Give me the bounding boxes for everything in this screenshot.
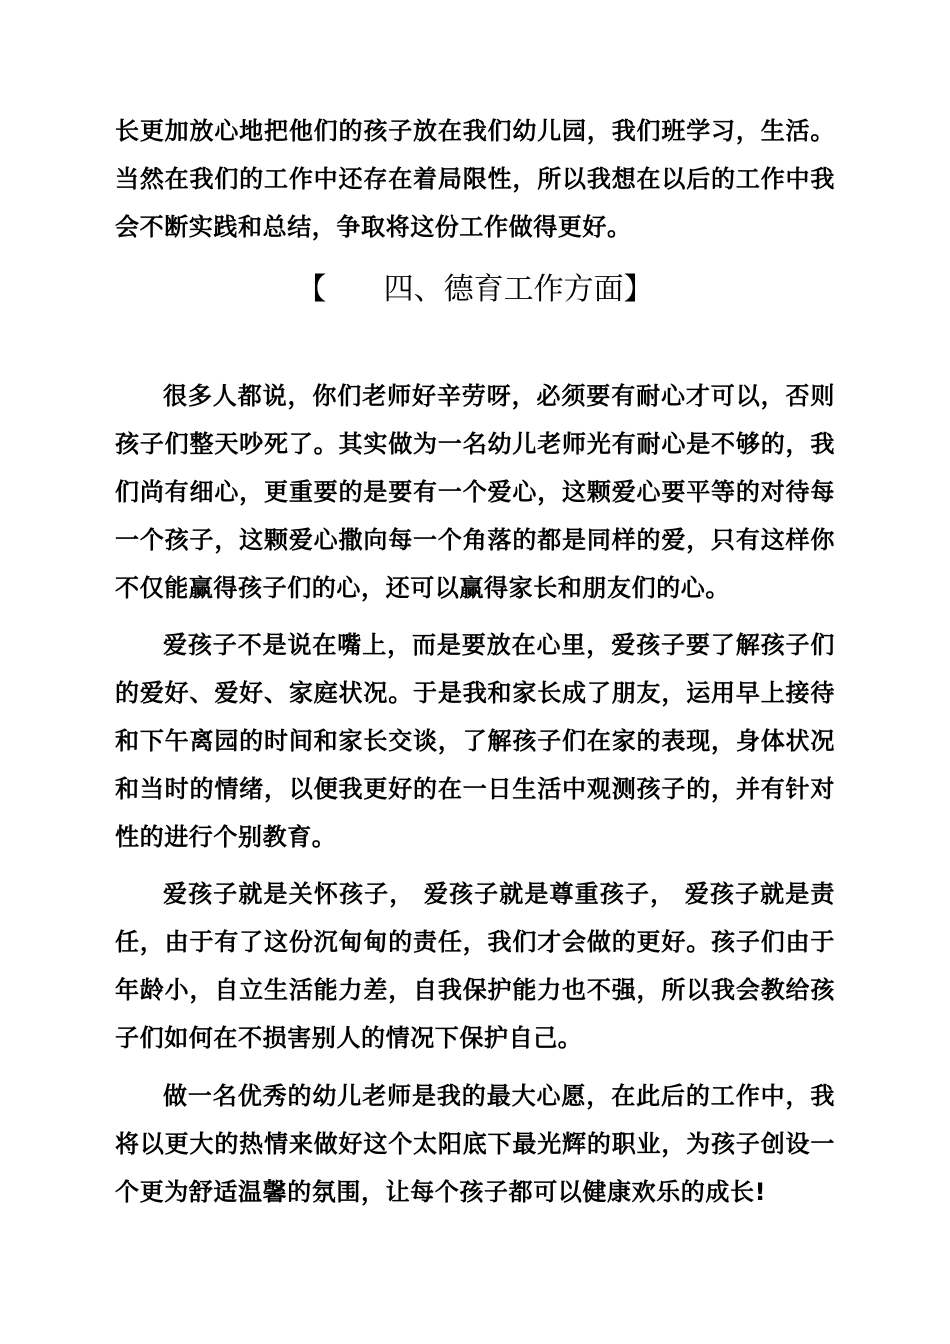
paragraph-wish: 做一名优秀的幼儿老师是我的最大心愿，在此后的工作中，我将以更大的热情来做好这个太阳底下最光辉的职业，为孩子创设一个更为舒适温馨的氛围，让每个孩子都可以健康欢乐的成长! (115, 1082, 835, 1206)
paragraph-care-respect: 爱孩子就是关怀孩子， 爱孩子就是尊重孩子， 爱孩子就是责任，由于有了这份沉甸甸的责任，我们才会做的更好。孩子们由于年龄小，自立生活能力差，自我保护能力也不强，所以我会教给孩子们如何在不损害别人的情况下保护自己。 (115, 880, 835, 1052)
document-page (115, 0, 835, 1344)
paragraph-continued: 长更加放心地把他们的孩子放在我们幼儿园，我们班学习，生活。当然在我们的工作中还存在着局限性，所以我想在以后的工作中我会不断实践和总结，争取将这份工作做得更好。 (115, 117, 835, 241)
section-heading: 【 四、德育工作方面】 (296, 272, 654, 307)
paragraph-understand-children: 爱孩子不是说在嘴上，而是要放在心里，爱孩子要了解孩子们的爱好、爱好、家庭状况。于是我和家长成了朋友，运用早上接待和下午离园的时间和家长交谈，了解孩子们在家的表现，身体状况和当时的情绪，以便我更好的在一日生活中观测孩子的，并有针对性的进行个别教育。 (115, 631, 835, 851)
paragraph-patience-love: 很多人都说，你们老师好辛劳呀，必须要有耐心才可以，否则孩子们整天吵死了。其实做为一名幼儿老师光有耐心是不够的，我们尚有细心，更重要的是要有一个爱心，这颗爱心要平等的对待每一个孩子，这颗爱心撒向每一个角落的都是同样的爱，只有这样你不仅能赢得孩子们的心，还可以赢得家长和朋友们的心。 (115, 382, 835, 602)
